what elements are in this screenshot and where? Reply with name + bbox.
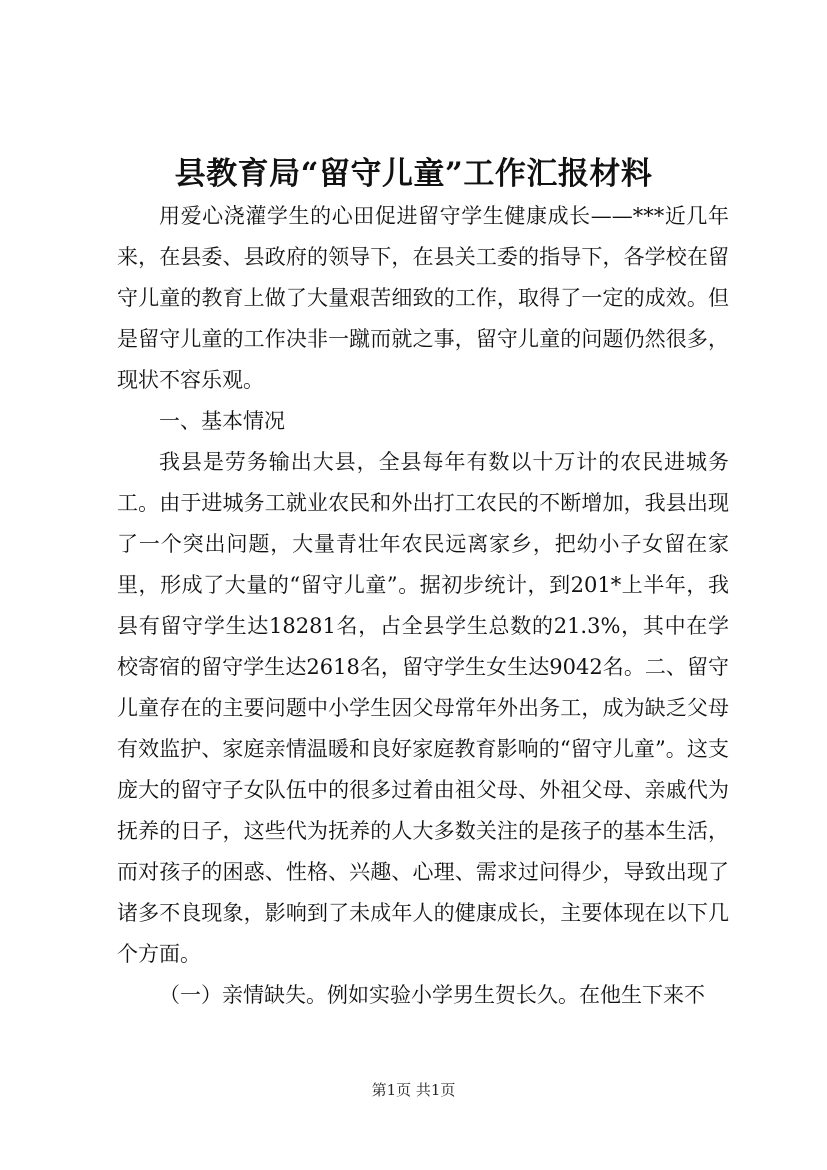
paragraph-intro: 用爱心浇灌学生的心田促进留守学生健康成长——***近几年来，在县委、县政府的领导下，在县关工委的指导下，各学校在留守儿童的教育上做了大量艰苦细致的工作，取得了一定的成效。但是留守儿童的工作决非一蹴而就之事，留守儿童的问题仍然很多，现状不容乐观。: [117, 204, 729, 392]
paragraph-basic-situation: 我县是劳务输出大县，全县每年有数以十万计的农民进城务工。由于进城务工就业农民和外出打工农民的不断增加，我县出现了一个突出问题，大量青壮年农民远离家乡，把幼小子女留在家里，形成了大量的“留守儿童”。据初步统计，到201*上半年，我县有留守学生达18281名，占全县学生总数的21.3%，其中在学校寄宿的留守学生达2618名，留守学生女生达9042名。二、留守儿童存在的主要问题中小学生因父母常年外出务工，成为缺乏父母有效监护、家庭亲情温暖和良好家庭教育影响的“留守儿童”。这支庞大的留守子女队伍中的很多过着由祖父母、外祖父母、亲戚代为抚养的日子，这些代为抚养的人大多数关注的是孩子的基本生活，而对孩子的困惑、性格、兴趣、心理、需求过问得少，导致出现了诸多不良现象，影响到了未成年人的健康成长，主要体现在以下几个方面。: [117, 450, 729, 966]
document-title: 县教育局“留守儿童”工作汇报材料: [174, 156, 653, 192]
page-number-footer: 第1页 共1页: [371, 1081, 456, 1099]
document-body: [117, 196, 729, 1016]
paragraph-affection-lacking: （一）亲情缺失。例如实验小学男生贺长久。在他生下来不: [159, 983, 705, 1007]
section-heading-basic-situation: 一、基本情况: [159, 409, 285, 433]
